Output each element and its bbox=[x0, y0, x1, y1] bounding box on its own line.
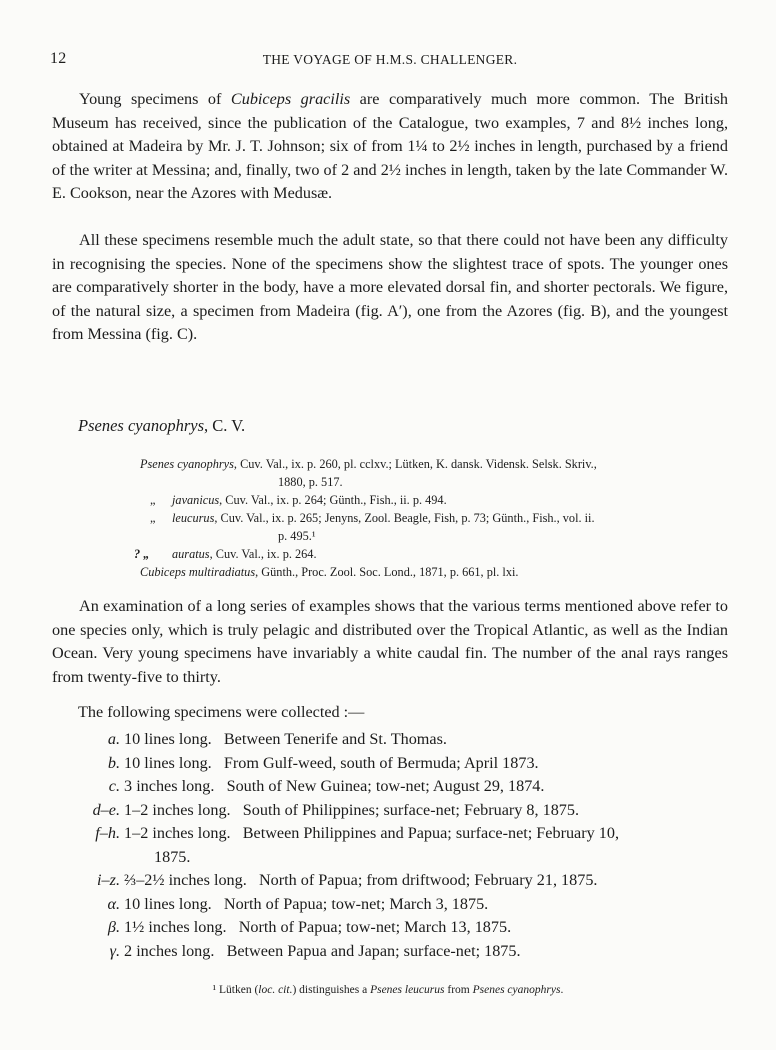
synonymy-entry bbox=[140, 491, 740, 509]
specimen-detail: North of Papua; tow-net; March 3, 1875. bbox=[223, 894, 489, 913]
synonymy-entry bbox=[140, 563, 740, 581]
page-number: 12 bbox=[50, 50, 67, 67]
synonym-name: javanicus bbox=[172, 493, 220, 507]
specimen-detail: North of Papua; tow-net; March 13, 1875. bbox=[238, 918, 512, 936]
specimen-size: 3 inches long. bbox=[124, 777, 215, 795]
specimen-size: 1–2 inches long. bbox=[124, 800, 231, 819]
specimen-item bbox=[52, 869, 732, 893]
specimen-size: ⅔–2½ inches long. bbox=[124, 871, 247, 889]
synonym-reference: , Cuv. Val., ix. p. 264. bbox=[209, 547, 317, 561]
specimen-item bbox=[52, 893, 732, 917]
footnote-species: Psenes cyanophrys bbox=[472, 984, 561, 996]
footnote-species: Psenes leucurus bbox=[370, 984, 445, 996]
specimen-item bbox=[52, 822, 732, 846]
specimen-item bbox=[52, 940, 732, 964]
footnote-marker: ¹ bbox=[212, 984, 217, 996]
paragraph-text: Young specimens of bbox=[79, 90, 231, 108]
specimen-size: 10 lines long. bbox=[124, 894, 212, 913]
footnote-text: ) distinguishes a bbox=[292, 984, 371, 996]
specimen-label: f–h. bbox=[95, 824, 120, 842]
specimen-list bbox=[52, 728, 732, 963]
synonymy-entry bbox=[140, 455, 740, 473]
specimen-label: i–z. bbox=[97, 871, 120, 889]
synonym-reference: , Cuv. Val., ix. p. 260, pl. cclxv.; Lütken, K. dansk. Vidensk. Selsk. Skriv., bbox=[233, 457, 597, 471]
specimen-detail: Between Papua and Japan; surface-net; 1875. bbox=[226, 941, 521, 960]
specimen-size: 10 lines long. bbox=[124, 730, 212, 748]
synonym-reference: , Günth., Proc. Zool. Soc. Lond., 1871, p. 661, pl. lxi. bbox=[255, 565, 519, 579]
paragraph-text: are comparatively much more common. The British Museum has received, since the publication of the Catalogue, two examples, 7 and 8½ inches long, obtained at Madeira by Mr. J. T. Johnson; six of from 1¼ to 2½ inches in length, purchased by a friend of the writer at Messina; and, finally, two of 2 and 2½ inches in length, taken by the late Commander W. E. Cookson, near the Azores with Medusæ. bbox=[52, 90, 728, 202]
species-name: Cubiceps gracilis bbox=[230, 90, 351, 108]
footnote-text: from bbox=[444, 984, 473, 996]
specimen-label: a. bbox=[107, 730, 120, 748]
synonymy-entry bbox=[134, 545, 740, 563]
synonym-reference: , Cuv. Val., ix. p. 265; Jenyns, Zool. Beagle, Fish, p. 73; Günth., Fish., vol. ii. bbox=[214, 511, 595, 525]
specimen-detail-continuation: 1875. bbox=[154, 847, 191, 866]
specimen-label: c. bbox=[108, 777, 120, 795]
synonymy-continuation: p. 495.¹ bbox=[278, 529, 316, 543]
specimen-label: b. bbox=[107, 753, 120, 772]
specimen-label: β. bbox=[107, 918, 120, 936]
species-heading-authority: , C. V. bbox=[204, 416, 246, 435]
collected-intro: The following specimens were collected :— bbox=[78, 703, 365, 721]
specimen-item bbox=[52, 752, 732, 776]
specimen-detail: From Gulf-weed, south of Bermuda; April 1873. bbox=[223, 753, 539, 772]
specimen-detail: South of Philippines; surface-net; February 8, 1875. bbox=[242, 800, 580, 819]
synonym-name: Psenes cyanophrys bbox=[140, 457, 234, 471]
specimen-detail: Between Philippines and Papua; surface-net; February 10, bbox=[242, 824, 620, 842]
synonymy-list bbox=[134, 455, 740, 581]
specimen-item bbox=[52, 799, 732, 823]
synonym-name: leucurus bbox=[172, 511, 215, 525]
paragraph-specimens-resemble: All these specimens resemble much the adult state, so that there could not have been any difficulty in recognising the species. None of the specimens show the slightest trace of spots. The younger ones are comparatively shorter in the body, have a more elevated dorsal fin, and shorter pectorals. We figure, of the natural size, a specimen from Madeira (fig. A′), one from the Azores (fig. B), and the youngest from Messina (fig. C). bbox=[52, 231, 728, 343]
species-heading-name: Psenes cyanophrys bbox=[78, 416, 205, 435]
specimen-size: 2 inches long. bbox=[124, 941, 215, 960]
specimen-label: α. bbox=[107, 894, 120, 913]
specimen-label: d–e. bbox=[92, 800, 120, 819]
specimen-detail: North of Papua; from driftwood; February 21, 1875. bbox=[258, 871, 598, 889]
footnote-text: . bbox=[560, 984, 564, 996]
specimen-detail: Between Tenerife and St. Thomas. bbox=[223, 730, 447, 748]
species-heading bbox=[78, 416, 245, 436]
specimen-size: 1–2 inches long. bbox=[124, 824, 231, 842]
page-header bbox=[50, 50, 730, 70]
specimen-detail: South of New Guinea; tow-net; August 29, 1874. bbox=[226, 777, 545, 795]
specimen-item bbox=[52, 728, 732, 752]
running-title: THE VOYAGE OF H.M.S. CHALLENGER. bbox=[262, 52, 518, 67]
synonymy-entry bbox=[140, 509, 740, 527]
specimen-item bbox=[52, 916, 732, 940]
ditto-mark: „ bbox=[150, 511, 156, 525]
specimen-size: 1½ inches long. bbox=[124, 918, 227, 936]
synonym-name: auratus bbox=[172, 547, 210, 561]
query-ditto-mark: ? „ bbox=[134, 547, 150, 561]
synonym-reference: , Cuv. Val., ix. p. 264; Günth., Fish., ii. p. 494. bbox=[219, 493, 447, 507]
footnote-citation: loc. cit. bbox=[258, 984, 293, 996]
specimen-label: γ. bbox=[109, 941, 120, 960]
synonym-name: Cubiceps multiradiatus bbox=[140, 565, 256, 579]
paragraph-young-specimens bbox=[52, 88, 728, 206]
specimen-size: 10 lines long. bbox=[124, 753, 212, 772]
footnote bbox=[0, 984, 776, 996]
specimen-item bbox=[52, 775, 732, 799]
ditto-mark: „ bbox=[150, 493, 156, 507]
synonymy-continuation: 1880, p. 517. bbox=[278, 475, 343, 489]
paragraph-examination: An examination of a long series of examples shows that the various terms mentioned above refer to one species only, which is truly pelagic and distributed over the Tropical Atlantic, as well as the Indian Ocean. Very young specimens have invariably a white caudal fin. The number of the anal rays ranges from twenty-five to thirty. bbox=[52, 597, 728, 686]
specimen-continuation bbox=[52, 846, 732, 870]
footnote-text: Lütken ( bbox=[216, 984, 259, 996]
